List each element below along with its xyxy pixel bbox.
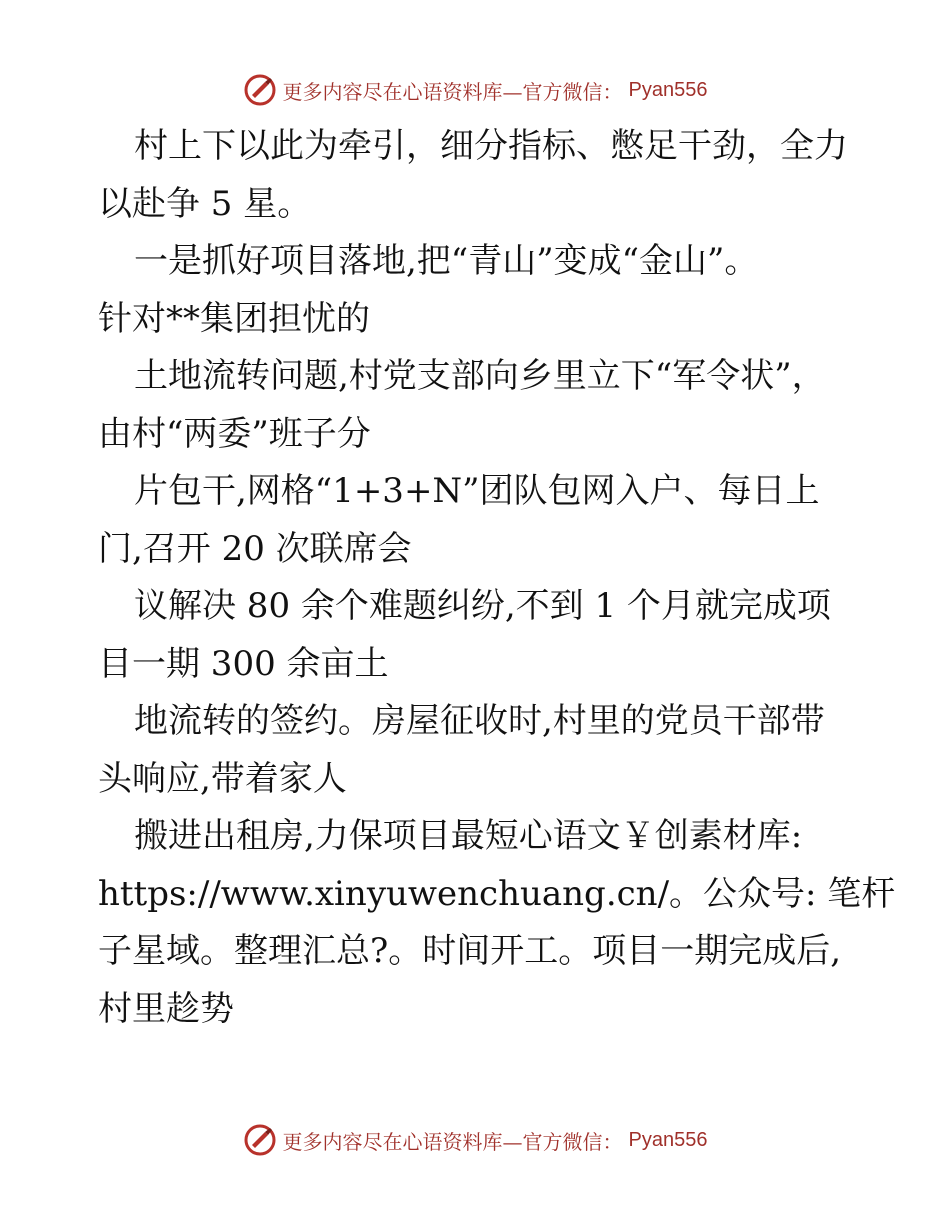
body-line: 村里趁势 [98,988,234,1029]
body-line: 片包干,网格“1+3+N”团队包网入户、每日上 [134,471,820,511]
body-line: 由村“两委”班子分 [98,413,371,454]
body-line: 地流转的签约。房屋征收时,村里的党员干部带 [134,701,825,741]
logo-icon [243,1123,277,1157]
body-line: 土地流转问题,村党支部向乡里立下“军令状”， [134,356,826,396]
body-line: 以赴争 5 星。 [98,183,312,224]
body-line: 子星域。整理汇总?。时间开工。项目一期完成后, [98,931,842,971]
body-line: 搬进出租房,力保项目最短心语文￥创素材库: [134,816,803,856]
footer-wechat-id: Pyan556 [628,1128,708,1151]
header-banner-text: 更多内容尽在心语资料库—官方微信： [282,79,623,104]
body-line: 目一期 300 余亩土 [98,643,389,684]
body-line: 头响应,带着家人 [98,758,347,799]
logo-icon [243,73,277,107]
footer-banner-text: 更多内容尽在心语资料库—官方微信： [282,1129,623,1154]
body-line: 村上下以此为牵引，细分指标、憋足干劲，全力 [134,126,848,166]
body-line: https://www.xinyuwenchuang.cn/。公众号: 笔杆 [98,873,896,914]
footer-banner [0,1120,950,1160]
document-body [98,118,896,1038]
body-line: 一是抓好项目落地,把“青山”变成“金山”。 [134,241,759,281]
body-line: 针对**集团担忧的 [98,298,370,339]
header-wechat-id: Pyan556 [628,78,708,101]
header-banner [0,70,950,110]
body-line: 议解决 80 余个难题纠纷,不到 1 个月就完成项 [134,586,831,626]
body-line: 门,召开 20 次联席会 [98,528,412,569]
